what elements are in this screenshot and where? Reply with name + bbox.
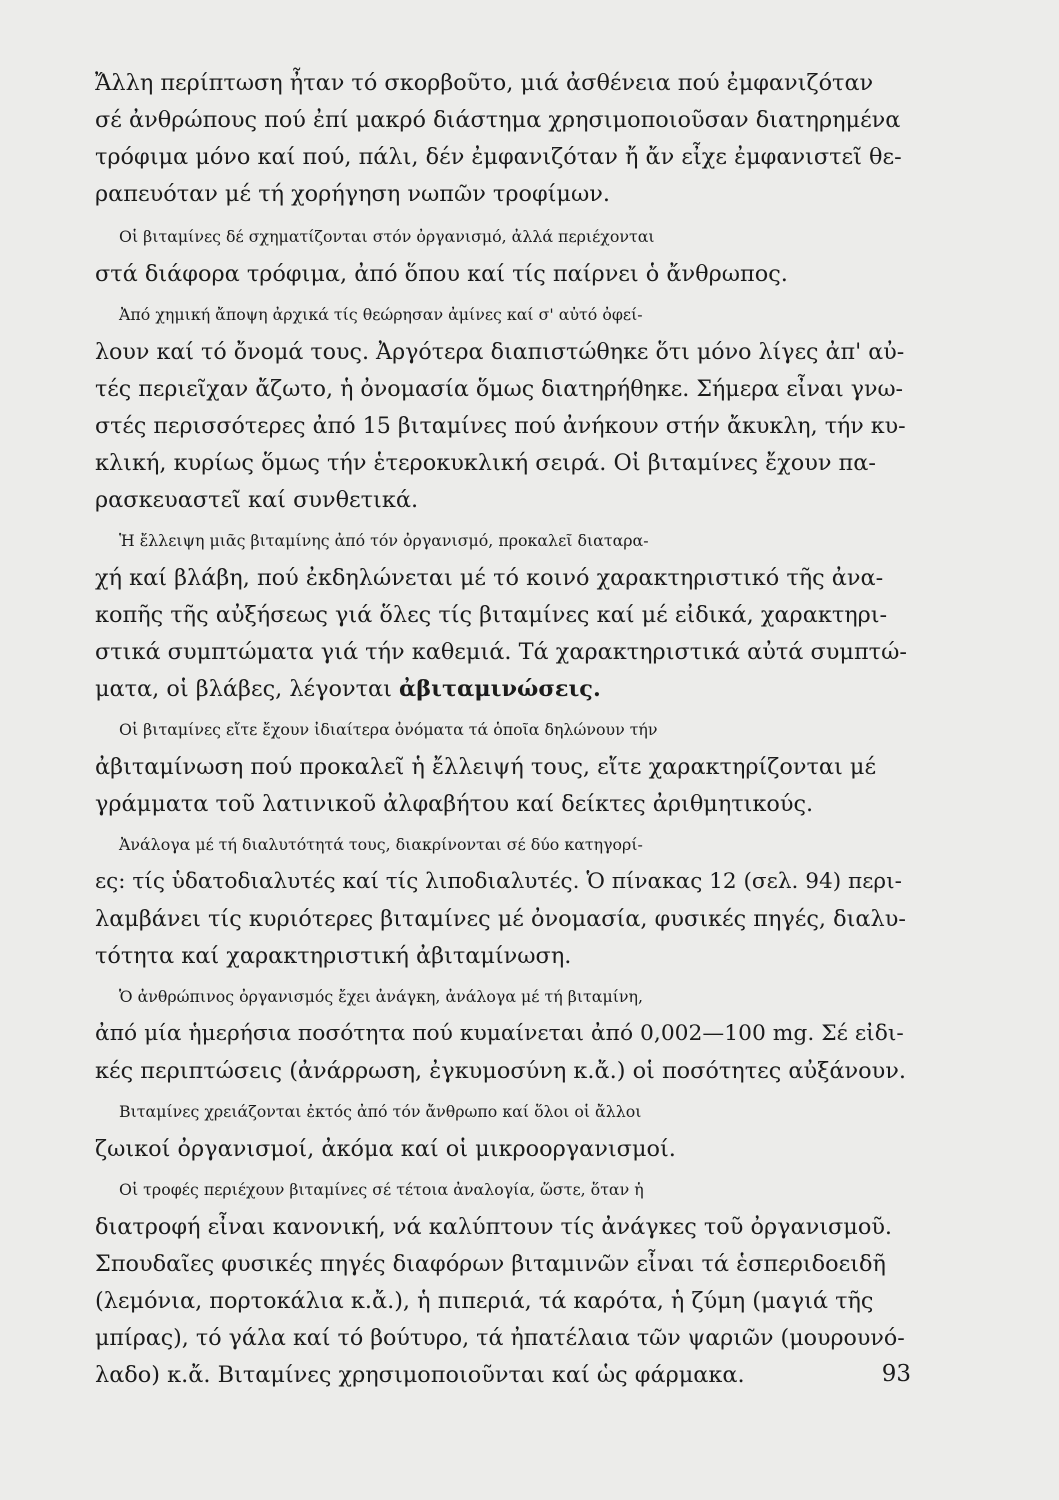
text-line: Ἡ ἔλλειψη μιᾶς βιταμίνης ἀπό τόν ὀργανισμό, προκαλεῖ διαταρα-: [119, 531, 649, 550]
text-line: ραπευόταν μέ τή χορήγηση νωπῶν τροφίμων.: [95, 181, 610, 207]
text-line: τότητα καί χαρακτηριστική ἀβιταμίνωση.: [95, 943, 572, 969]
text-line: λαδο) κ.ἄ. Βιταμίνες χρησιμοποιοῦνται καί ὡς φάρμακα.: [95, 1362, 745, 1388]
text-line: στά διάφορα τρόφιμα, ἀπό ὅπου καί τίς παίρνει ὁ ἄνθρωπος.: [95, 261, 788, 287]
text-line: λαμβάνει τίς κυριότερες βιταμίνες μέ ὀνομασία, φυσικές πηγές, διαλυ-: [95, 906, 906, 932]
text-line: τές περιεῖχαν ἄζωτο, ἡ ὀνομασία ὅμως διατηρήθηκε. Σήμερα εἶναι γνω-: [95, 376, 904, 402]
text-line: (λεμόνια, πορτοκάλια κ.ἄ.), ἡ πιπεριά, τά καρότα, ἡ ζύμη (μαγιά τῆς: [95, 1288, 874, 1314]
text-line: στικά συμπτώματα γιά τήν καθεμιά. Τά χαρακτηριστικά αὐτά συμπτώ-: [95, 639, 907, 665]
text-line: τρόφιμα μόνο καί πού, πάλι, δέν ἐμφανιζόταν ἤ ἄν εἶχε ἐμφανιστεῖ θε-: [95, 144, 902, 170]
text-line: Σπουδαῖες φυσικές πηγές διαφόρων βιταμινῶν εἶναι τά ἑσπεριδοειδῆ: [95, 1251, 886, 1277]
text-line: ἀπό μία ἡμερήσια ποσότητα πού κυμαίνεται ἀπό 0,002—100 mg. Σέ εἰδι-: [95, 1021, 904, 1046]
bold-term-avitaminoses: ἀβιταμινώσεις.: [399, 676, 601, 702]
page-number: 93: [881, 1361, 911, 1387]
text-line: Ὁ ἀνθρώπινος ὀργανισμός ἔχει ἀνάγκη, ἀνάλογα μέ τή βιταμίνη,: [119, 987, 644, 1006]
text-line-start: ματα, οἱ βλάβες, λέγονται: [95, 676, 392, 702]
text-line: Ἄλλη περίπτωση ἦταν τό σκορβοῦτο, μιά ἀσθένεια πού ἐμφανιζόταν: [95, 70, 874, 96]
text-line: γράμματα τοῦ λατινικοῦ ἀλφαβήτου καί δείκτες ἀριθμητικούς.: [95, 791, 814, 817]
text-line: λουν καί τό ὄνομά τους. Ἀργότερα διαπιστώθηκε ὅτι μόνο λίγες ἀπ' αὐ-: [95, 339, 905, 365]
text-line: κοπῆς τῆς αὐξήσεως γιά ὅλες τίς βιταμίνες καί μέ εἰδικά, χαρακτηρι-: [95, 602, 888, 628]
text-line: [95, 672, 907, 706]
text-line: Βιταμίνες χρειάζονται ἐκτός ἀπό τόν ἄνθρωπο καί ὅλοι οἱ ἄλλοι: [119, 1102, 642, 1121]
text-line: Οἱ βιταμίνες δέ σχηματίζονται στόν ὀργανισμό, ἀλλά περιέχονται: [119, 227, 655, 246]
text-line: ρασκευαστεῖ καί συνθετικά.: [95, 487, 419, 513]
text-line: σέ ἀνθρώπους πού ἐπί μακρό διάστημα χρησιμοποιοῦσαν διατηρημένα: [95, 107, 901, 133]
text-line: Οἱ τροφές περιέχουν βιταμίνες σέ τέτοια ἀναλογία, ὥστε, ὅταν ἡ: [119, 1180, 644, 1199]
text-line: κές περιπτώσεις (ἀνάρρωση, ἐγκυμοσύνη κ.ἄ.) οἱ ποσότητες αὐξάνουν.: [95, 1058, 906, 1084]
text-line: Ἀνάλογα μέ τή διαλυτότητά τους, διακρίνονται σέ δύο κατηγορί-: [119, 835, 643, 854]
text-line: ἀβιταμίνωση πού προκαλεῖ ἡ ἔλλειψή τους, εἴτε χαρακτηρίζονται μέ: [95, 754, 877, 780]
text-line: μπίρας), τό γάλα καί τό βούτυρο, τά ἠπατέλαια τῶν ψαριῶν (μουρουνό-: [95, 1325, 905, 1351]
text-line: διατροφή εἶναι κανονική, νά καλύπτουν τίς ἀνάγκες τοῦ ὀργανισμοῦ.: [95, 1214, 893, 1240]
text-line: Ἀπό χημική ἄποψη ἀρχικά τίς θεώρησαν ἀμίνες καί σ' αὐτό ὀφεί-: [119, 305, 643, 324]
text-line: χή καί βλάβη, πού ἐκδηλώνεται μέ τό κοινό χαρακτηριστικό τῆς ἀνα-: [95, 565, 884, 591]
text-line: στές περισσότερες ἀπό 15 βιταμίνες πού ἀνήκουν στήν ἄκυκλη, τήν κυ-: [95, 413, 906, 439]
text-line: ζωικοί ὀργανισμοί, ἀκόμα καί οἱ μικροοργανισμοί.: [95, 1136, 676, 1162]
text-line: Οἱ βιταμίνες εἴτε ἔχουν ἰδιαίτερα ὀνόματα τά ὁποῖα δηλώνουν τήν: [119, 720, 658, 739]
text-line: ες: τίς ὑδατοδιαλυτές καί τίς λιποδιαλυτές. Ὁ πίνακας 12 (σελ. 94) περι-: [95, 869, 902, 894]
text-line: κλική, κυρίως ὅμως τήν ἑτεροκυκλική σειρά. Οἱ βιταμίνες ἔχουν πα-: [95, 450, 876, 476]
